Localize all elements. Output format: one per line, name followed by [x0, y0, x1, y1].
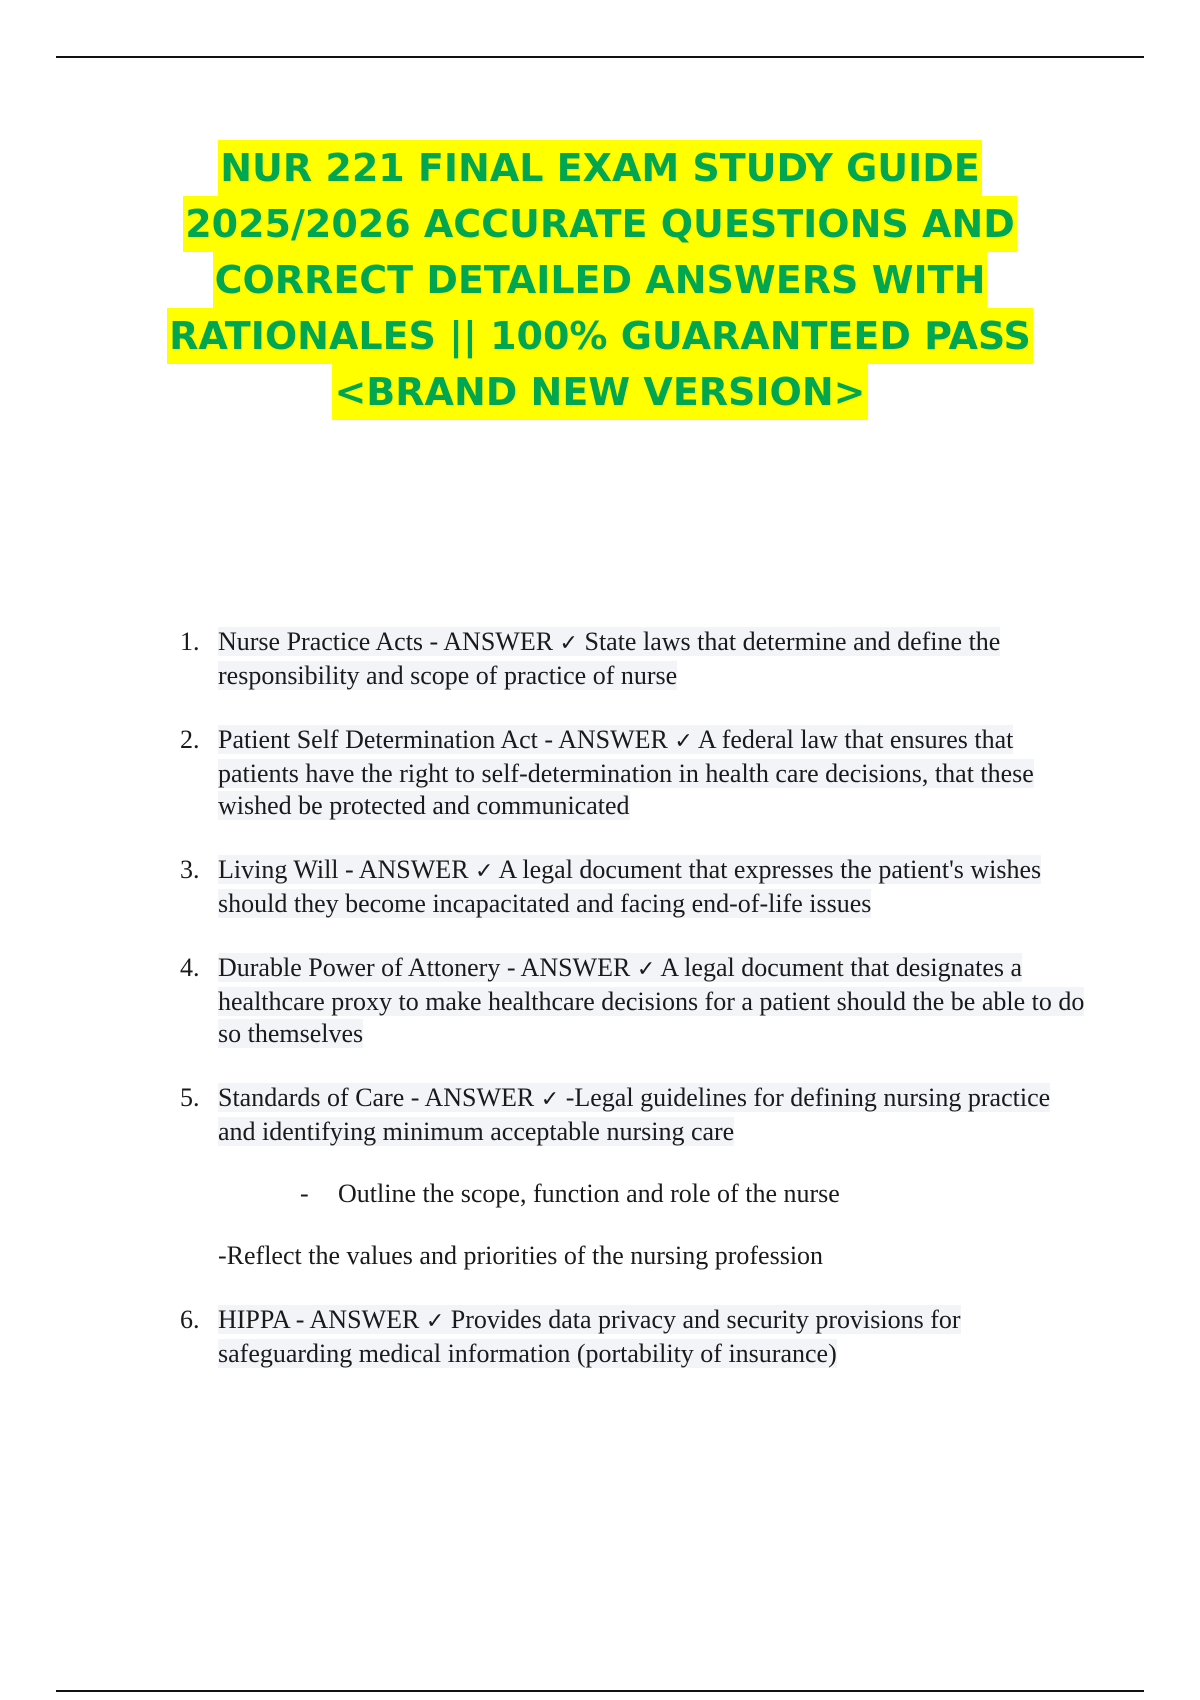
sub-bullet: [218, 1178, 1090, 1210]
check-icon: ✓: [674, 729, 693, 754]
title-line: NUR 221 FINAL EXAM STUDY GUIDE: [218, 140, 982, 196]
sub-bullet-text: Outline the scope, function and role of the nurse: [338, 1179, 840, 1208]
check-icon: ✓: [540, 1087, 560, 1112]
list-item: [170, 854, 1090, 920]
item-number: 6.: [180, 1305, 200, 1334]
item-answer: State laws that determine and define the responsibility and scope of practice of nurse: [218, 627, 1001, 690]
document-title: [0, 140, 1200, 420]
item-answer: Provides data privacy and security provisions for safeguarding medical information (portability of insurance): [218, 1305, 961, 1368]
item-answer: A legal document that expresses the patient's wishes should they become incapacitated and facing end-of-life issues: [218, 855, 1042, 918]
check-icon: ✓: [636, 957, 656, 982]
item-text: [218, 1305, 961, 1368]
item-text: [218, 1083, 1050, 1146]
title-line: <BRAND NEW VERSION>: [332, 364, 867, 420]
title-line: RATIONALES || 100% GUARANTEED PASS: [167, 308, 1033, 364]
list-item: [170, 626, 1090, 692]
item-term: Durable Power of Attonery - ANSWER: [218, 953, 631, 982]
item-answer: -Legal guidelines for defining nursing practice and identifying minimum acceptable nursing care: [218, 1083, 1051, 1146]
title-line: CORRECT DETAILED ANSWERS WITH: [213, 252, 988, 308]
item-term: Patient Self Determination Act - ANSWER: [218, 725, 668, 754]
top-rule: [56, 56, 1144, 58]
bottom-rule: [56, 1690, 1144, 1692]
check-icon: ✓: [475, 859, 494, 884]
item-answer: A federal law that ensures that patients have the right to self-determination in health care decisions, that these wished be protected and communicated: [218, 725, 1034, 820]
item-text: [218, 725, 1034, 820]
list-item: [170, 1304, 1090, 1370]
item-term: Living Will - ANSWER: [218, 855, 469, 884]
item-term: Standards of Care - ANSWER: [218, 1083, 535, 1112]
item-number: 5.: [180, 1083, 200, 1112]
sub-bullet-dash: -: [300, 1179, 309, 1208]
item-extra-line: -Reflect the values and priorities of the nursing profession: [218, 1241, 824, 1270]
item-text: [218, 953, 1084, 1048]
check-icon: ✓: [425, 1309, 445, 1334]
item-number: 4.: [180, 953, 200, 982]
list-item: [170, 1082, 1090, 1210]
item-number: 3.: [180, 855, 200, 884]
question-list: [170, 626, 1090, 1402]
item-number: 1.: [180, 627, 200, 656]
item-text: [218, 855, 1041, 918]
item-term: Nurse Practice Acts - ANSWER: [218, 627, 554, 656]
item-number: 2.: [180, 725, 200, 754]
check-icon: ✓: [559, 631, 578, 656]
item-text: [218, 627, 1000, 690]
title-line: 2025/2026 ACCURATE QUESTIONS AND: [183, 196, 1017, 252]
item-term: HIPPA - ANSWER: [218, 1305, 420, 1334]
list-item: [170, 724, 1090, 822]
list-item: [170, 952, 1090, 1050]
item-answer: A legal document that designates a healthcare proxy to make healthcare decisions for a patient should the be able to do so themselves: [218, 953, 1085, 1048]
